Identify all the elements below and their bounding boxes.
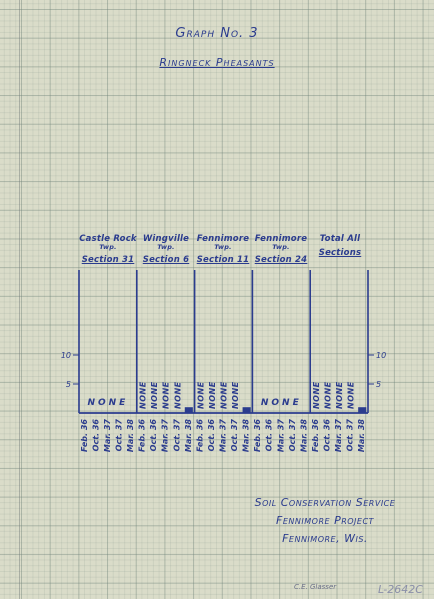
data-bar bbox=[185, 407, 193, 413]
category-label: Oct. 36 bbox=[206, 419, 216, 452]
bar-label: NONE bbox=[335, 381, 345, 409]
category-label: Oct. 37 bbox=[230, 419, 240, 452]
category-label: Mar. 38 bbox=[183, 419, 193, 453]
category-label: Mar. 37 bbox=[276, 419, 286, 453]
category-label: Oct. 37 bbox=[172, 419, 182, 452]
y-tick-label-right: 5 bbox=[376, 380, 382, 389]
column-header-section: Section 24 bbox=[254, 255, 308, 265]
column-header-twp: Twp. bbox=[99, 243, 117, 251]
category-label: Feb. 36 bbox=[79, 419, 89, 452]
signature: C.E. Glasser bbox=[294, 583, 337, 591]
bar-label: NONE bbox=[219, 381, 229, 409]
category-label: Mar. 38 bbox=[126, 419, 136, 453]
category-label: Mar. 38 bbox=[241, 419, 251, 453]
category-label: Mar. 37 bbox=[218, 419, 228, 453]
footer-block bbox=[225, 494, 425, 548]
data-bar bbox=[358, 407, 366, 413]
y-tick-label-left: 5 bbox=[65, 380, 71, 389]
catalog-stamp: L-2642C bbox=[378, 583, 423, 596]
category-label: Oct. 37 bbox=[287, 419, 297, 452]
category-label: Mar. 38 bbox=[299, 419, 309, 453]
footer-project: Fennimore Project bbox=[276, 514, 374, 527]
footer-agency: Soil Conservation Service bbox=[254, 496, 396, 509]
bar-label: NONE bbox=[231, 381, 241, 409]
column-header-name: Total All bbox=[319, 234, 361, 244]
category-label: Feb. 36 bbox=[253, 419, 263, 452]
column-header-section: Sections bbox=[318, 248, 362, 258]
category-label: Oct. 36 bbox=[91, 419, 101, 452]
bar-label: NONE bbox=[346, 381, 356, 409]
bar-label: NONE bbox=[150, 381, 160, 409]
category-label: Oct. 37 bbox=[345, 419, 355, 452]
group-label: NONE bbox=[260, 398, 302, 408]
bar-label: NONE bbox=[207, 381, 217, 409]
category-label: Oct. 36 bbox=[322, 419, 332, 452]
category-label: Oct. 36 bbox=[149, 419, 159, 452]
bar-label: NONE bbox=[138, 381, 148, 409]
category-label: Mar. 38 bbox=[357, 419, 367, 453]
column-header-section: Section 31 bbox=[81, 255, 135, 265]
bar-label: NONE bbox=[311, 381, 321, 409]
category-label: Oct. 37 bbox=[114, 419, 124, 452]
bar-label: NONE bbox=[196, 381, 206, 409]
group-label: NONE bbox=[87, 398, 129, 408]
column-header-name: Castle Rock bbox=[79, 234, 137, 244]
category-label: Feb. 36 bbox=[310, 419, 320, 452]
column-header-name: Wingville bbox=[142, 234, 190, 244]
graph-title: Graph No. 3 bbox=[175, 26, 259, 41]
column-header-twp: Twp. bbox=[272, 243, 290, 251]
category-label: Feb. 36 bbox=[137, 419, 147, 452]
graph-subtitle: Ringneck Pheasants bbox=[159, 56, 275, 69]
column-header-name: Fennimore bbox=[254, 234, 308, 244]
category-label: Feb. 36 bbox=[195, 419, 205, 452]
y-tick-label-left: 10 bbox=[60, 351, 71, 360]
column-header-name: Fennimore bbox=[196, 234, 250, 244]
category-label: Mar. 37 bbox=[102, 419, 112, 453]
column-header-section: Section 11 bbox=[196, 255, 250, 265]
y-tick-label-right: 10 bbox=[376, 351, 387, 360]
column-header-twp: Twp. bbox=[157, 243, 175, 251]
column-header-twp: Twp. bbox=[214, 243, 232, 251]
data-bar bbox=[243, 407, 251, 413]
bar-label: NONE bbox=[173, 381, 183, 409]
category-label: Oct. 36 bbox=[264, 419, 274, 452]
bar-label: NONE bbox=[323, 381, 333, 409]
column-header-section: Section 6 bbox=[142, 255, 190, 265]
category-label: Mar. 37 bbox=[160, 419, 170, 453]
footer-place: Fennimore, Wis. bbox=[282, 532, 368, 545]
bar-label: NONE bbox=[161, 381, 171, 409]
category-label: Mar. 37 bbox=[334, 419, 344, 453]
